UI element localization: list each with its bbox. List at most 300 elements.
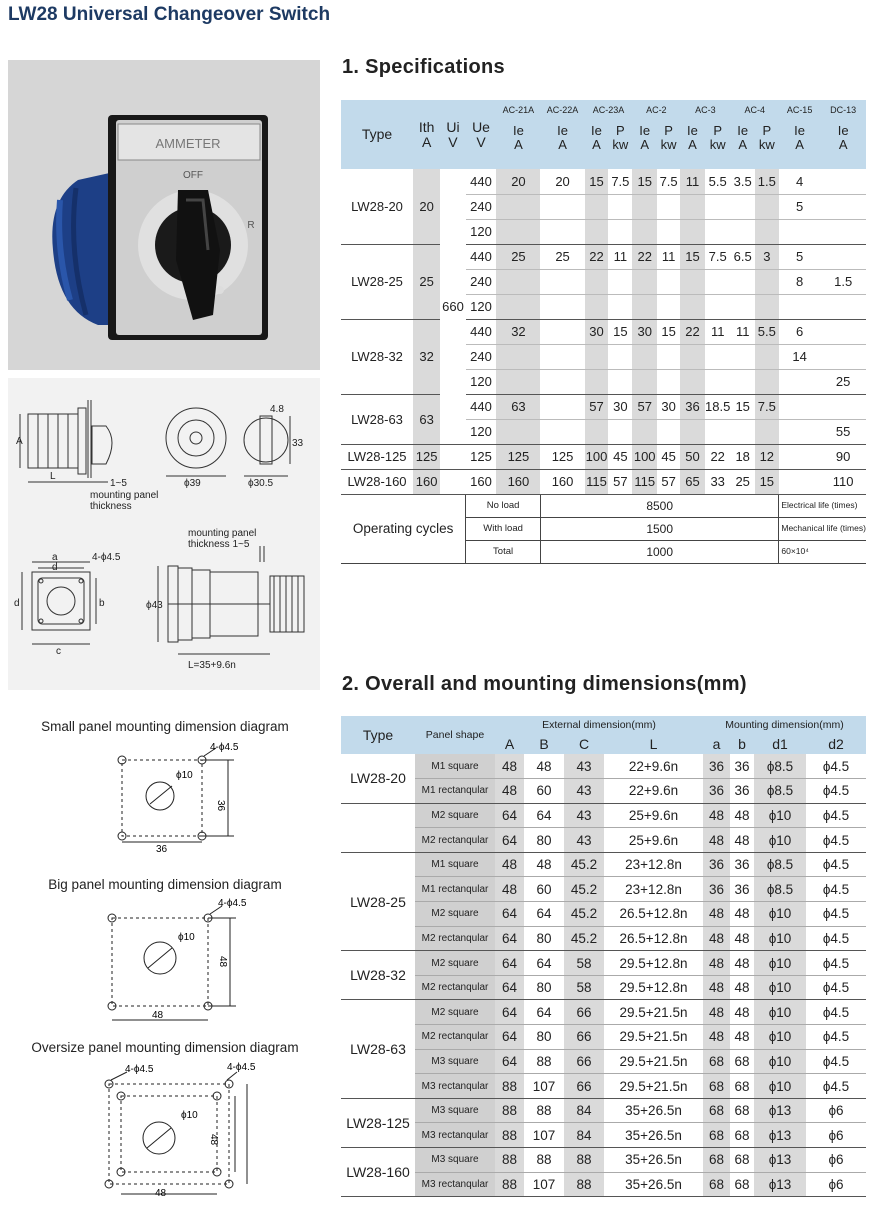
dims-cell: 26.5+12.8n xyxy=(604,926,703,951)
dims-cell: 88 xyxy=(564,1148,604,1173)
dims-row xyxy=(341,754,866,779)
dims-cell: ϕ4.5 xyxy=(806,975,866,1000)
dims-panel-shape: M2 rectanqular xyxy=(415,926,495,951)
spec-p-header-5: P kw xyxy=(657,119,680,169)
dims-cell: 48 xyxy=(703,1025,730,1050)
spec-ui-empty xyxy=(440,469,465,494)
dims-cell: 88 xyxy=(524,1148,564,1173)
spec-ui-header: Ui V xyxy=(440,100,465,169)
spec-cell xyxy=(680,344,705,369)
dims-row xyxy=(341,852,866,877)
spec-cell xyxy=(496,219,540,244)
spec-cell xyxy=(705,294,731,319)
panel-note: mounting panel xyxy=(90,490,159,501)
group-ac21a: AC-21A xyxy=(496,100,540,119)
spec-cell xyxy=(680,419,705,444)
dims-cell: ϕ10 xyxy=(754,975,806,1000)
dims-cell: 22+9.6n xyxy=(604,754,703,779)
spec-cell xyxy=(820,319,866,344)
dims-row xyxy=(341,779,866,804)
spec-cell xyxy=(820,394,866,419)
spec-cell xyxy=(496,194,540,219)
dims-cell: 80 xyxy=(524,828,564,853)
dims-cell: 107 xyxy=(524,1172,564,1197)
cycles-row xyxy=(341,494,866,517)
dims-row xyxy=(341,1148,866,1173)
dims-cell: ϕ8.5 xyxy=(754,779,806,804)
dims-cell: ϕ4.5 xyxy=(806,828,866,853)
dim-l-label: L xyxy=(50,471,56,482)
dims-col-3: L xyxy=(604,735,703,754)
spec-cell: 440 xyxy=(466,169,497,194)
spec-cell: 30 xyxy=(657,394,680,419)
spec-cell: 125 xyxy=(496,444,540,469)
r-label: R xyxy=(247,220,255,231)
dims-col-0: A xyxy=(495,735,524,754)
group-ac23a: AC-23A xyxy=(585,100,633,119)
dims-cell: 66 xyxy=(564,1000,604,1025)
spec-cell: 15 xyxy=(680,244,705,269)
spec-cell: 18.5 xyxy=(705,394,731,419)
spec-cell: 25 xyxy=(496,244,540,269)
dim-30-label: ϕ30.5 xyxy=(248,478,274,489)
spec-model-type: LW28-32 xyxy=(341,319,413,394)
dims-cell: 88 xyxy=(524,1049,564,1074)
dim-39-label: ϕ39 xyxy=(184,478,201,489)
dims-cell: ϕ8.5 xyxy=(754,852,806,877)
spec-cell xyxy=(755,294,779,319)
spec-cell: 15 xyxy=(731,394,755,419)
spec-ue-header: Ue V xyxy=(466,100,497,169)
spec-cell xyxy=(496,269,540,294)
big-height: 48 xyxy=(217,956,228,968)
oversize-holes-left: 4-ϕ4.5 xyxy=(125,1064,154,1075)
spec-model-ith: 160 xyxy=(413,469,440,494)
dims-row xyxy=(341,1098,866,1123)
dims-cell: ϕ4.5 xyxy=(806,852,866,877)
spec-cell xyxy=(540,419,584,444)
dims-cell: 68 xyxy=(730,1172,754,1197)
spec-cell: 14 xyxy=(779,344,820,369)
dims-cell: 48 xyxy=(495,779,524,804)
oversize-dia: ϕ10 xyxy=(181,1110,198,1121)
dims-cell: 45.2 xyxy=(564,926,604,951)
spec-cell xyxy=(608,194,632,219)
spec-cell xyxy=(585,344,609,369)
dims-cell: ϕ4.5 xyxy=(806,754,866,779)
dims-cell: ϕ4.5 xyxy=(806,1049,866,1074)
spec-cell: 160 xyxy=(466,469,497,494)
spec-cell xyxy=(496,369,540,394)
spec-cell xyxy=(585,269,609,294)
small-width: 36 xyxy=(156,844,168,855)
spec-cell xyxy=(608,219,632,244)
panel-note-2: thickness xyxy=(90,501,132,512)
spec-cell: 22 xyxy=(585,244,609,269)
dims-cell: 64 xyxy=(524,951,564,976)
spec-cell xyxy=(731,419,755,444)
dimensions-table xyxy=(341,716,866,1197)
spec-cell: 3 xyxy=(755,244,779,269)
dims-cell: ϕ6 xyxy=(806,1123,866,1148)
spec-cell: 11 xyxy=(608,244,632,269)
spec-cell xyxy=(731,219,755,244)
dims-cell: 48 xyxy=(703,803,730,828)
dims-cell: 64 xyxy=(495,1000,524,1025)
spec-p-header-7: P kw xyxy=(705,119,731,169)
spec-cell xyxy=(540,319,584,344)
spec-row xyxy=(341,394,866,419)
dim-a-label: A xyxy=(16,436,23,447)
dims-cell: 36 xyxy=(703,754,730,779)
spec-ui-empty xyxy=(440,444,465,469)
spec-row xyxy=(341,244,866,269)
group-ac3: AC-3 xyxy=(680,100,730,119)
cycles-note-2: 60×10⁴ xyxy=(779,540,866,563)
dims-cell: 66 xyxy=(564,1074,604,1099)
spec-cell: 45 xyxy=(657,444,680,469)
big-panel-caption: Big panel mounting dimension diagram xyxy=(48,877,282,892)
dims-cell: ϕ6 xyxy=(806,1098,866,1123)
spec-cell xyxy=(779,369,820,394)
dims-row xyxy=(341,926,866,951)
dims-cell: 88 xyxy=(564,1172,604,1197)
dims-cell: 80 xyxy=(524,926,564,951)
spec-cell: 15 xyxy=(755,469,779,494)
spec-cell: 22 xyxy=(680,319,705,344)
dims-type-header: Type xyxy=(341,716,415,754)
spec-cell: 25 xyxy=(731,469,755,494)
spec-cell: 63 xyxy=(496,394,540,419)
spec-cell xyxy=(705,269,731,294)
dims-cell: 60 xyxy=(524,779,564,804)
dims-cell: 68 xyxy=(703,1148,730,1173)
spec-cell xyxy=(540,394,584,419)
cycles-note-0: Electrical life (times) xyxy=(779,494,866,517)
dims-cell: 64 xyxy=(495,975,524,1000)
dims-cell: 48 xyxy=(703,951,730,976)
spec-ie-header-11: Ie A xyxy=(820,119,866,169)
spec-model-ith: 125 xyxy=(413,444,440,469)
spec-cell: 50 xyxy=(680,444,705,469)
spec-cell: 100 xyxy=(585,444,609,469)
cycles-value-no_load: 8500 xyxy=(540,494,778,517)
dims-cell: 48 xyxy=(495,852,524,877)
spec-cell: 11 xyxy=(680,169,705,194)
spec-cell: 12 xyxy=(755,444,779,469)
section-specifications-heading: 1. Specifications xyxy=(342,56,505,78)
dims-cell: 64 xyxy=(524,803,564,828)
dims-cell: 36 xyxy=(703,852,730,877)
dims-cell: 58 xyxy=(564,975,604,1000)
spec-ui-value: 660 xyxy=(440,169,465,444)
spec-cell xyxy=(755,344,779,369)
dims-cell: 68 xyxy=(730,1123,754,1148)
spec-model-ith: 32 xyxy=(413,319,440,394)
spec-cell: 15 xyxy=(657,319,680,344)
big-dia: ϕ10 xyxy=(178,932,195,943)
spec-cell xyxy=(755,269,779,294)
spec-cell: 22 xyxy=(705,444,731,469)
spec-cell: 5 xyxy=(779,244,820,269)
dim-d-side: d xyxy=(14,598,20,609)
spec-cell xyxy=(608,294,632,319)
spec-cell: 65 xyxy=(680,469,705,494)
dims-col-1: B xyxy=(524,735,564,754)
dims-panel-shape: M3 square xyxy=(415,1049,495,1074)
oversize-width: 48 xyxy=(155,1188,167,1199)
dims-cell: 43 xyxy=(564,828,604,853)
dims-cell: 68 xyxy=(703,1172,730,1197)
spec-cell xyxy=(779,444,820,469)
dims-cell: 88 xyxy=(495,1148,524,1173)
cycles-value-total: 1000 xyxy=(540,540,778,563)
spec-cell: 7.5 xyxy=(657,169,680,194)
spec-cell: 57 xyxy=(585,394,609,419)
dims-cell: 68 xyxy=(730,1148,754,1173)
spec-cell: 20 xyxy=(496,169,540,194)
dims-cell: ϕ13 xyxy=(754,1098,806,1123)
spec-cell: 5.5 xyxy=(705,169,731,194)
big-width: 48 xyxy=(152,1010,164,1021)
dims-cell: 107 xyxy=(524,1074,564,1099)
dims-cell: ϕ4.5 xyxy=(806,902,866,927)
dims-row xyxy=(341,1074,866,1099)
dim-33-label: 33 xyxy=(292,438,304,449)
dims-cell: ϕ4.5 xyxy=(806,1025,866,1050)
spec-cell: 22 xyxy=(632,244,657,269)
spec-cell: 15 xyxy=(632,169,657,194)
group-ac15: AC-15 xyxy=(779,100,820,119)
dim-l-formula: L=35+9.6n xyxy=(188,660,236,671)
spec-cell: 15 xyxy=(585,169,609,194)
dims-cell: 48 xyxy=(730,1000,754,1025)
dim-a-small: a xyxy=(52,552,58,563)
spec-cell xyxy=(585,369,609,394)
dims-cell: ϕ4.5 xyxy=(806,951,866,976)
dims-panel-shape: M2 rectanqular xyxy=(415,975,495,1000)
spec-cell: 90 xyxy=(820,444,866,469)
group-ac4: AC-4 xyxy=(731,100,779,119)
spec-cell xyxy=(705,194,731,219)
spec-cell xyxy=(496,419,540,444)
spec-row xyxy=(341,319,866,344)
spec-cell xyxy=(657,194,680,219)
spec-cell xyxy=(585,294,609,319)
panel-note-b: mounting panel xyxy=(188,528,257,539)
dims-row xyxy=(341,1000,866,1025)
dims-panel-shape: M3 rectanqular xyxy=(415,1074,495,1099)
dims-cell: ϕ4.5 xyxy=(806,803,866,828)
dims-type: LW28-25 xyxy=(341,852,415,950)
small-holes: 4-ϕ4.5 xyxy=(210,742,239,753)
dims-row xyxy=(341,1025,866,1050)
spec-cell xyxy=(632,294,657,319)
dims-cell: ϕ4.5 xyxy=(806,926,866,951)
spec-cell: 115 xyxy=(632,469,657,494)
dims-cell: 68 xyxy=(703,1123,730,1148)
dims-cell: 29.5+21.5n xyxy=(604,1074,703,1099)
dims-cell: 48 xyxy=(524,852,564,877)
spec-ie-header-8: Ie A xyxy=(731,119,755,169)
spec-cell xyxy=(540,344,584,369)
dims-cell: ϕ10 xyxy=(754,951,806,976)
spec-cell xyxy=(755,369,779,394)
dims-cell: ϕ8.5 xyxy=(754,754,806,779)
spec-cell xyxy=(680,269,705,294)
spec-cell xyxy=(657,369,680,394)
spec-cell: 36 xyxy=(680,394,705,419)
dims-cell: 26.5+12.8n xyxy=(604,902,703,927)
spec-row xyxy=(341,444,866,469)
dims-cell: 43 xyxy=(564,779,604,804)
spec-cell: 240 xyxy=(466,269,497,294)
dims-panel-shape: M1 rectanqular xyxy=(415,877,495,902)
dims-row xyxy=(341,1123,866,1148)
dims-cell: 45.2 xyxy=(564,852,604,877)
product-photo xyxy=(8,60,320,370)
dims-cell: 84 xyxy=(564,1123,604,1148)
spec-cell xyxy=(540,369,584,394)
spec-cell: 30 xyxy=(608,394,632,419)
spec-cell: 100 xyxy=(632,444,657,469)
dims-cell: 64 xyxy=(495,1025,524,1050)
dims-panel-shape: M2 square xyxy=(415,1000,495,1025)
dims-type: LW28-63 xyxy=(341,1000,415,1098)
oversize-panel-caption: Oversize panel mounting dimension diagram xyxy=(31,1040,299,1055)
spec-cell xyxy=(496,294,540,319)
spec-cell: 125 xyxy=(466,444,497,469)
dims-cell: 25+9.6n xyxy=(604,803,703,828)
spec-cell xyxy=(657,344,680,369)
spec-row xyxy=(341,469,866,494)
dims-cell: 29.5+12.8n xyxy=(604,975,703,1000)
dims-cell: ϕ4.5 xyxy=(806,1000,866,1025)
spec-model-ith: 63 xyxy=(413,394,440,444)
dims-cell: 48 xyxy=(703,902,730,927)
oversize-panel-diagram xyxy=(95,1062,270,1207)
dims-row xyxy=(341,803,866,828)
dims-cell: 48 xyxy=(703,975,730,1000)
dims-col-7: d2 xyxy=(806,735,866,754)
dims-row xyxy=(341,902,866,927)
spec-cell xyxy=(820,244,866,269)
spec-p-header-9: P kw xyxy=(755,119,779,169)
spec-cell xyxy=(755,219,779,244)
spec-cell: 120 xyxy=(466,369,497,394)
dims-cell: ϕ10 xyxy=(754,1025,806,1050)
dim-d-small: d xyxy=(52,562,58,573)
dim-c-label: c xyxy=(56,646,61,657)
spec-cell xyxy=(680,219,705,244)
dims-cell: 48 xyxy=(703,1000,730,1025)
dims-cell: ϕ8.5 xyxy=(754,877,806,902)
spec-cell: 30 xyxy=(632,319,657,344)
dims-cell: 23+12.8n xyxy=(604,877,703,902)
spec-cell: 57 xyxy=(632,394,657,419)
group-ac2: AC-2 xyxy=(632,100,680,119)
spec-cell xyxy=(608,269,632,294)
spec-cell xyxy=(731,294,755,319)
spec-cell xyxy=(779,219,820,244)
spec-cell xyxy=(779,469,820,494)
dim-range-label: 1~5 xyxy=(110,478,127,489)
spec-cell: 6 xyxy=(779,319,820,344)
spec-cell xyxy=(680,369,705,394)
dims-cell: 88 xyxy=(495,1074,524,1099)
dims-cell: 68 xyxy=(730,1074,754,1099)
dims-row xyxy=(341,1049,866,1074)
small-dia: ϕ10 xyxy=(176,770,193,781)
spec-cell xyxy=(496,344,540,369)
spec-cell xyxy=(731,369,755,394)
dims-cell: 29.5+21.5n xyxy=(604,1000,703,1025)
dims-cell: 80 xyxy=(524,1025,564,1050)
dims-cell: 64 xyxy=(524,1000,564,1025)
spec-cell: 11 xyxy=(657,244,680,269)
spec-cell: 120 xyxy=(466,294,497,319)
dims-cell: 29.5+21.5n xyxy=(604,1049,703,1074)
dims-cell: 68 xyxy=(703,1074,730,1099)
page-title: LW28 Universal Changeover Switch xyxy=(8,4,331,25)
dims-cell: ϕ4.5 xyxy=(806,779,866,804)
panel-note-b2: thickness 1~5 xyxy=(188,539,250,550)
spec-cell: 32 xyxy=(496,319,540,344)
spec-cell xyxy=(632,419,657,444)
spec-cell: 440 xyxy=(466,394,497,419)
dims-cell: 84 xyxy=(564,1098,604,1123)
dims-cell: 48 xyxy=(495,877,524,902)
spec-type-header: Type xyxy=(341,100,413,169)
spec-cell xyxy=(731,269,755,294)
spec-cell xyxy=(585,419,609,444)
spec-cell xyxy=(608,344,632,369)
dims-cell: 22+9.6n xyxy=(604,779,703,804)
dims-shape-header: Panel shape xyxy=(415,716,495,754)
cycles-no_load: No load xyxy=(466,494,541,517)
spec-cell xyxy=(632,344,657,369)
dims-row xyxy=(341,951,866,976)
spec-cell xyxy=(680,294,705,319)
dims-cell: 88 xyxy=(524,1098,564,1123)
dims-cell: 88 xyxy=(495,1172,524,1197)
oversize-holes-right: 4-ϕ4.5 xyxy=(227,1062,256,1073)
dims-cell: 45.2 xyxy=(564,902,604,927)
dims-cell: 48 xyxy=(730,828,754,853)
spec-cell: 5.5 xyxy=(755,319,779,344)
dims-panel-shape: M1 square xyxy=(415,754,495,779)
spec-cell xyxy=(657,294,680,319)
spec-cell xyxy=(540,194,584,219)
dims-cell: 107 xyxy=(524,1123,564,1148)
spec-cell: 57 xyxy=(608,469,632,494)
oversize-height: 48 xyxy=(208,1134,219,1146)
dims-cell: 60 xyxy=(524,877,564,902)
spec-ie-header-2: Ie A xyxy=(585,119,609,169)
spec-cell xyxy=(632,369,657,394)
spec-cell: 115 xyxy=(585,469,609,494)
dims-cell: 29.5+21.5n xyxy=(604,1025,703,1050)
dims-cell: ϕ10 xyxy=(754,1049,806,1074)
spec-cell xyxy=(585,194,609,219)
dims-cell: 43 xyxy=(564,803,604,828)
spec-cell xyxy=(705,369,731,394)
dims-cell: ϕ13 xyxy=(754,1172,806,1197)
dims-cell: ϕ6 xyxy=(806,1148,866,1173)
dims-cell: 48 xyxy=(730,1025,754,1050)
spec-row xyxy=(341,169,866,194)
dims-cell: 64 xyxy=(495,1049,524,1074)
